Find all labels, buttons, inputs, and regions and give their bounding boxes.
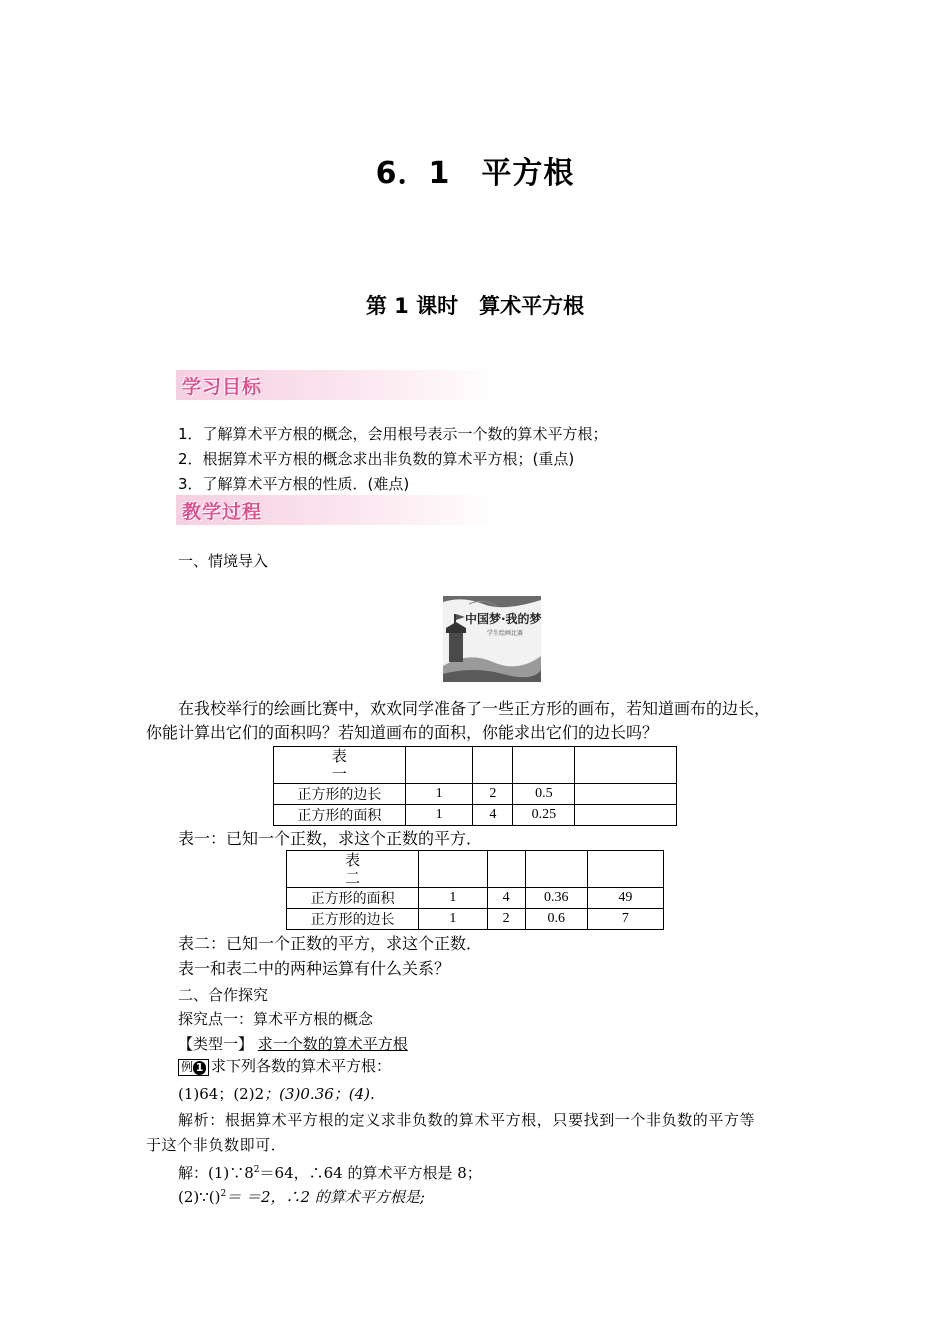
row-label: 正方形的面积 [274,805,406,826]
question-text: 表一和表二中的两种运算有什么关系？ [178,959,451,978]
table-cell: 7 [587,909,663,930]
example-label: 例 [181,1060,194,1074]
table-two [286,850,664,930]
table-cell: 2 [473,784,513,805]
table-cell [575,784,677,805]
table-cell [525,851,587,888]
table-row [287,888,664,909]
part1-heading: 一、情境导入 [178,552,269,570]
solution-exponent: 2 [253,1165,260,1175]
table-caption-cell [287,851,419,888]
table-cell [473,747,513,784]
type-title: 求一个数的算术平方根 [257,1035,408,1053]
solution-text: 解：(1)∵8 [178,1164,254,1182]
type-bracket: 【类型一】 [178,1035,254,1053]
goals-banner-label: 学习目标 [182,376,263,398]
analysis-line: 于这个非负数即可． [146,1136,287,1154]
process-banner [176,495,500,525]
explore-point-heading: 探究点一：算术平方根的概念 [178,1010,374,1028]
example-items [178,1084,375,1104]
table-caption: 表 [345,851,361,869]
solution-text: (2)∵() [178,1188,221,1206]
goal-item: 3．了解算术平方根的性质．(难点) [178,475,410,493]
poster-illustration [443,596,541,682]
intro-paragraph-line: 你能计算出它们的面积吗？若知道画布的面积，你能求出它们的边长吗？ [146,723,659,742]
table-one-note: 表一：已知一个正数，求这个正数的平方． [178,829,483,848]
table-cell [487,851,525,888]
table-caption-cell [274,747,406,784]
poster-subcaption: 学生绘画比赛 [487,630,524,637]
table-cell: 49 [587,888,663,909]
table-cell [419,851,487,888]
solution-exponent: 2 [220,1189,227,1199]
example-prompt: 求下列各数的算术平方根： [211,1057,392,1075]
table-cell: 4 [487,888,525,909]
table-cell [587,851,663,888]
table-row [274,805,677,826]
table-cell: 2 [487,909,525,930]
solution-line [178,1184,425,1207]
table-caption: 一 [331,765,347,783]
contest-poster-image [443,596,541,682]
row-label: 正方形的边长 [287,909,419,930]
solution-line [178,1160,482,1183]
solution-text: ＝64，∴64 的算术平方根是 8； [259,1164,482,1182]
example-line [178,1056,391,1076]
row-label: 正方形的边长 [274,784,406,805]
table-caption: 表 [331,747,347,765]
table-cell [513,747,575,784]
table-cell: 1 [419,888,487,909]
table-row [274,747,677,784]
example-number: 1 [193,1061,206,1075]
example-items-part1: (1)64；(2)2 [178,1085,265,1103]
table-cell: 1 [405,805,473,826]
table-cell: 4 [473,805,513,826]
intro-paragraph-line: 在我校举行的绘画比赛中，欢欢同学准备了一些正方形的画布，若知道画布的边长， [178,699,771,718]
table-cell: 1 [419,909,487,930]
solution-text: ＝ ＝2，∴2 的算术平方根是; [226,1188,425,1206]
table-two-note: 表二：已知一个正数的平方，求这个正数． [178,934,483,953]
goal-item: 2．根据算术平方根的概念求出非负数的算术平方根；(重点) [178,450,575,468]
table-cell: 0.6 [525,909,587,930]
table-cell: 1 [405,784,473,805]
example-items-part2: ；(3)0.36；(4). [264,1085,375,1103]
analysis-line: 解析：根据算术平方根的定义求非负数的算术平方根，只要找到一个非负数的平方等 [178,1111,756,1129]
table-cell: 0.25 [513,805,575,826]
row-label: 正方形的面积 [287,888,419,909]
table-cell: 0.36 [525,888,587,909]
table-row [274,784,677,805]
example-badge [178,1059,209,1076]
process-banner-label: 教学过程 [182,501,263,523]
part2-heading: 二、合作探究 [178,986,269,1004]
poster-caption: 中国梦·我的梦 [465,612,542,626]
table-caption: 二 [345,869,361,887]
type-heading [178,1034,408,1054]
page-title: 6．1 平方根 [375,156,575,191]
table-cell [575,747,677,784]
table-row [287,851,664,888]
goals-banner [176,370,500,400]
table-cell [405,747,473,784]
lesson-subtitle: 第 1 课时 算术平方根 [365,294,585,318]
table-one [273,746,677,826]
goal-item: 1．了解算术平方根的概念，会用根号表示一个数的算术平方根； [178,425,608,443]
table-cell [575,805,677,826]
table-row [287,909,664,930]
table-cell: 0.5 [513,784,575,805]
